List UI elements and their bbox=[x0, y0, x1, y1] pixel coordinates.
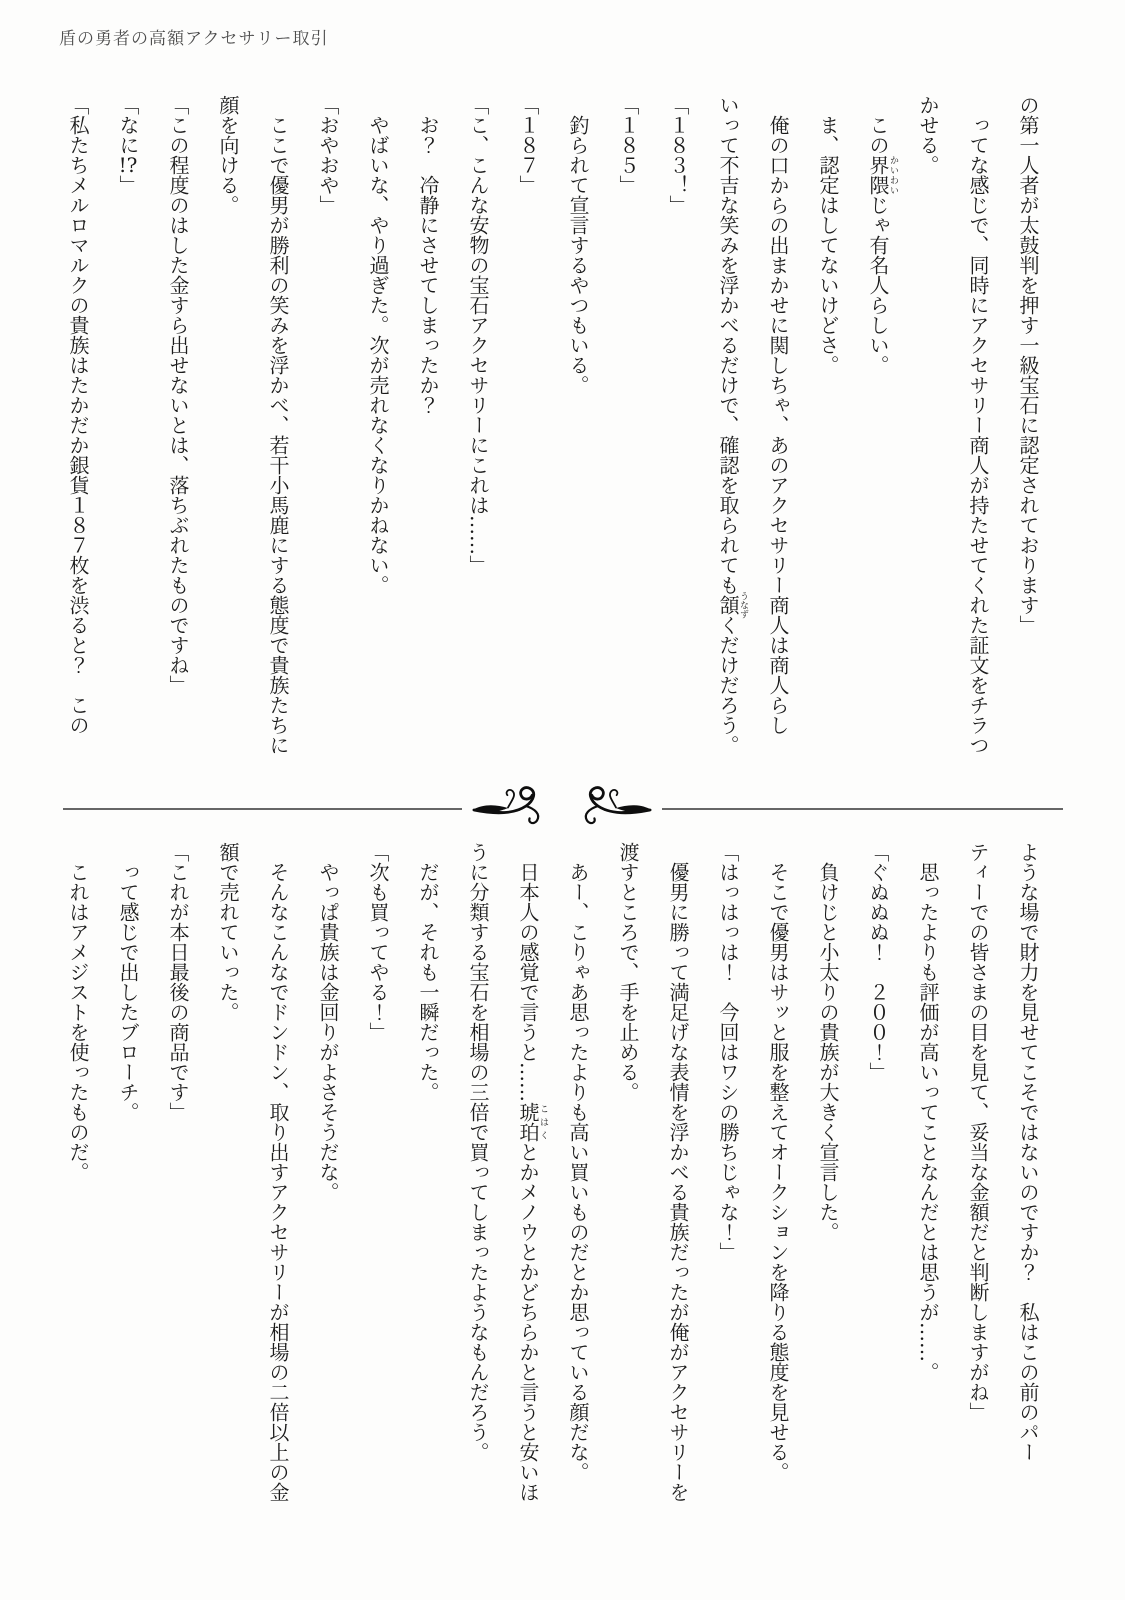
paragraph: 「１８５」 bbox=[616, 95, 640, 195]
paragraph: やばいな、やり過ぎた。次が売れなくなりかねない。 bbox=[366, 115, 390, 595]
paragraph: 日本人の感覚で言うと……琥珀こはくとかメノウとかどちらかと言うと安いほうに分類する宝石を相場の三倍で買ってしまったようなもんだろう。 bbox=[466, 842, 548, 1502]
bottom-page-text-block bbox=[53, 842, 1053, 1504]
paragraph: 釣られて宣言するやつもいる。 bbox=[566, 115, 590, 395]
paragraph: 思ったよりも評価が高いってことなんだとは思うが……。 bbox=[916, 862, 940, 1382]
paragraph: 「ぐぬぬぬ！ ２００！」 bbox=[866, 842, 890, 1082]
paragraph: 「おやおや」 bbox=[316, 95, 340, 215]
paragraph: そこで優男はサッと服を整えてオークションを降りる態度を見せる。 bbox=[766, 862, 790, 1482]
paragraph: ここで優男が勝利の笑みを浮かべ、若干小馬鹿にする態度で貴族たちに顔を向ける。 bbox=[216, 95, 290, 755]
paragraph: って感じで出したブローチ。 bbox=[116, 862, 140, 1122]
page-header: 盾の勇者の高額アクセサリー取引 bbox=[59, 29, 329, 49]
paragraph: 「私たちメルロマルクの貴族はたかだか銀貨１８７枚を渋ると？ この bbox=[66, 95, 90, 735]
paragraph: これはアメジストを使ったものだ。 bbox=[66, 862, 90, 1182]
paragraph: ような場で財力を見せてこそではないのですか？ 私はこの前のパーティーでの皆さまの目を見て、妥当な金額だと判断しますがね」 bbox=[966, 842, 1040, 1462]
top-page-text-block bbox=[53, 95, 1053, 757]
paragraph: この界隈かいわいじゃ有名人らしい。 bbox=[866, 115, 898, 375]
paragraph: お？ 冷静にさせてしまったか？ bbox=[416, 115, 440, 415]
paragraph: の第一人者が太鼓判を押す一級宝石に認定されております」 bbox=[1016, 95, 1040, 635]
divider-flourish-icon bbox=[462, 783, 662, 835]
paragraph: やっぱ貴族は金回りがよさそうだな。 bbox=[316, 862, 340, 1202]
paragraph: 「これが本日最後の商品です」 bbox=[166, 842, 190, 1122]
paragraph: 「次も買ってやる！」 bbox=[366, 842, 390, 1042]
paragraph: 負けじと小太りの貴族が大きく宣言した。 bbox=[816, 862, 840, 1242]
paragraph: あー、こりゃあ思ったよりも高い買いものだとか思っている顔だな。 bbox=[566, 862, 590, 1482]
paragraph: 「なに!?」 bbox=[116, 95, 140, 195]
paragraph: 「こ、こんな安物の宝石アクセサリーにこれは……」 bbox=[466, 95, 490, 575]
paragraph: 「１８３！」 bbox=[666, 95, 690, 215]
paragraph: 「１８７」 bbox=[516, 95, 540, 195]
paragraph: ま、認定はしてないけどさ。 bbox=[816, 115, 840, 375]
paragraph: 「はっはっは！ 今回はワシの勝ちじゃな！」 bbox=[716, 842, 740, 1262]
paragraph: ってな感じで、同時にアクセサリー商人が持たせてくれた証文をチラつかせる。 bbox=[916, 95, 990, 755]
paragraph: だが、それも一瞬だった。 bbox=[416, 862, 440, 1102]
paragraph: そんなこんなでドンドン、取り出すアクセサリーが相場の二倍以上の金額で売れていった。 bbox=[216, 842, 290, 1502]
paragraph: 俺の口からの出まかせに関しちゃ、あのアクセサリー商人は商人らしいって不吉な笑みを浮かべるだけで、確認を取られても頷うなずくだけだろう。 bbox=[716, 95, 790, 755]
paragraph: 優男に勝って満足げな表情を浮かべる貴族だったが俺がアクセサリーを渡すところで、手を止める。 bbox=[616, 842, 690, 1502]
paragraph: 「この程度のはした金すら出せないとは、落ちぶれたものですね」 bbox=[166, 95, 190, 695]
